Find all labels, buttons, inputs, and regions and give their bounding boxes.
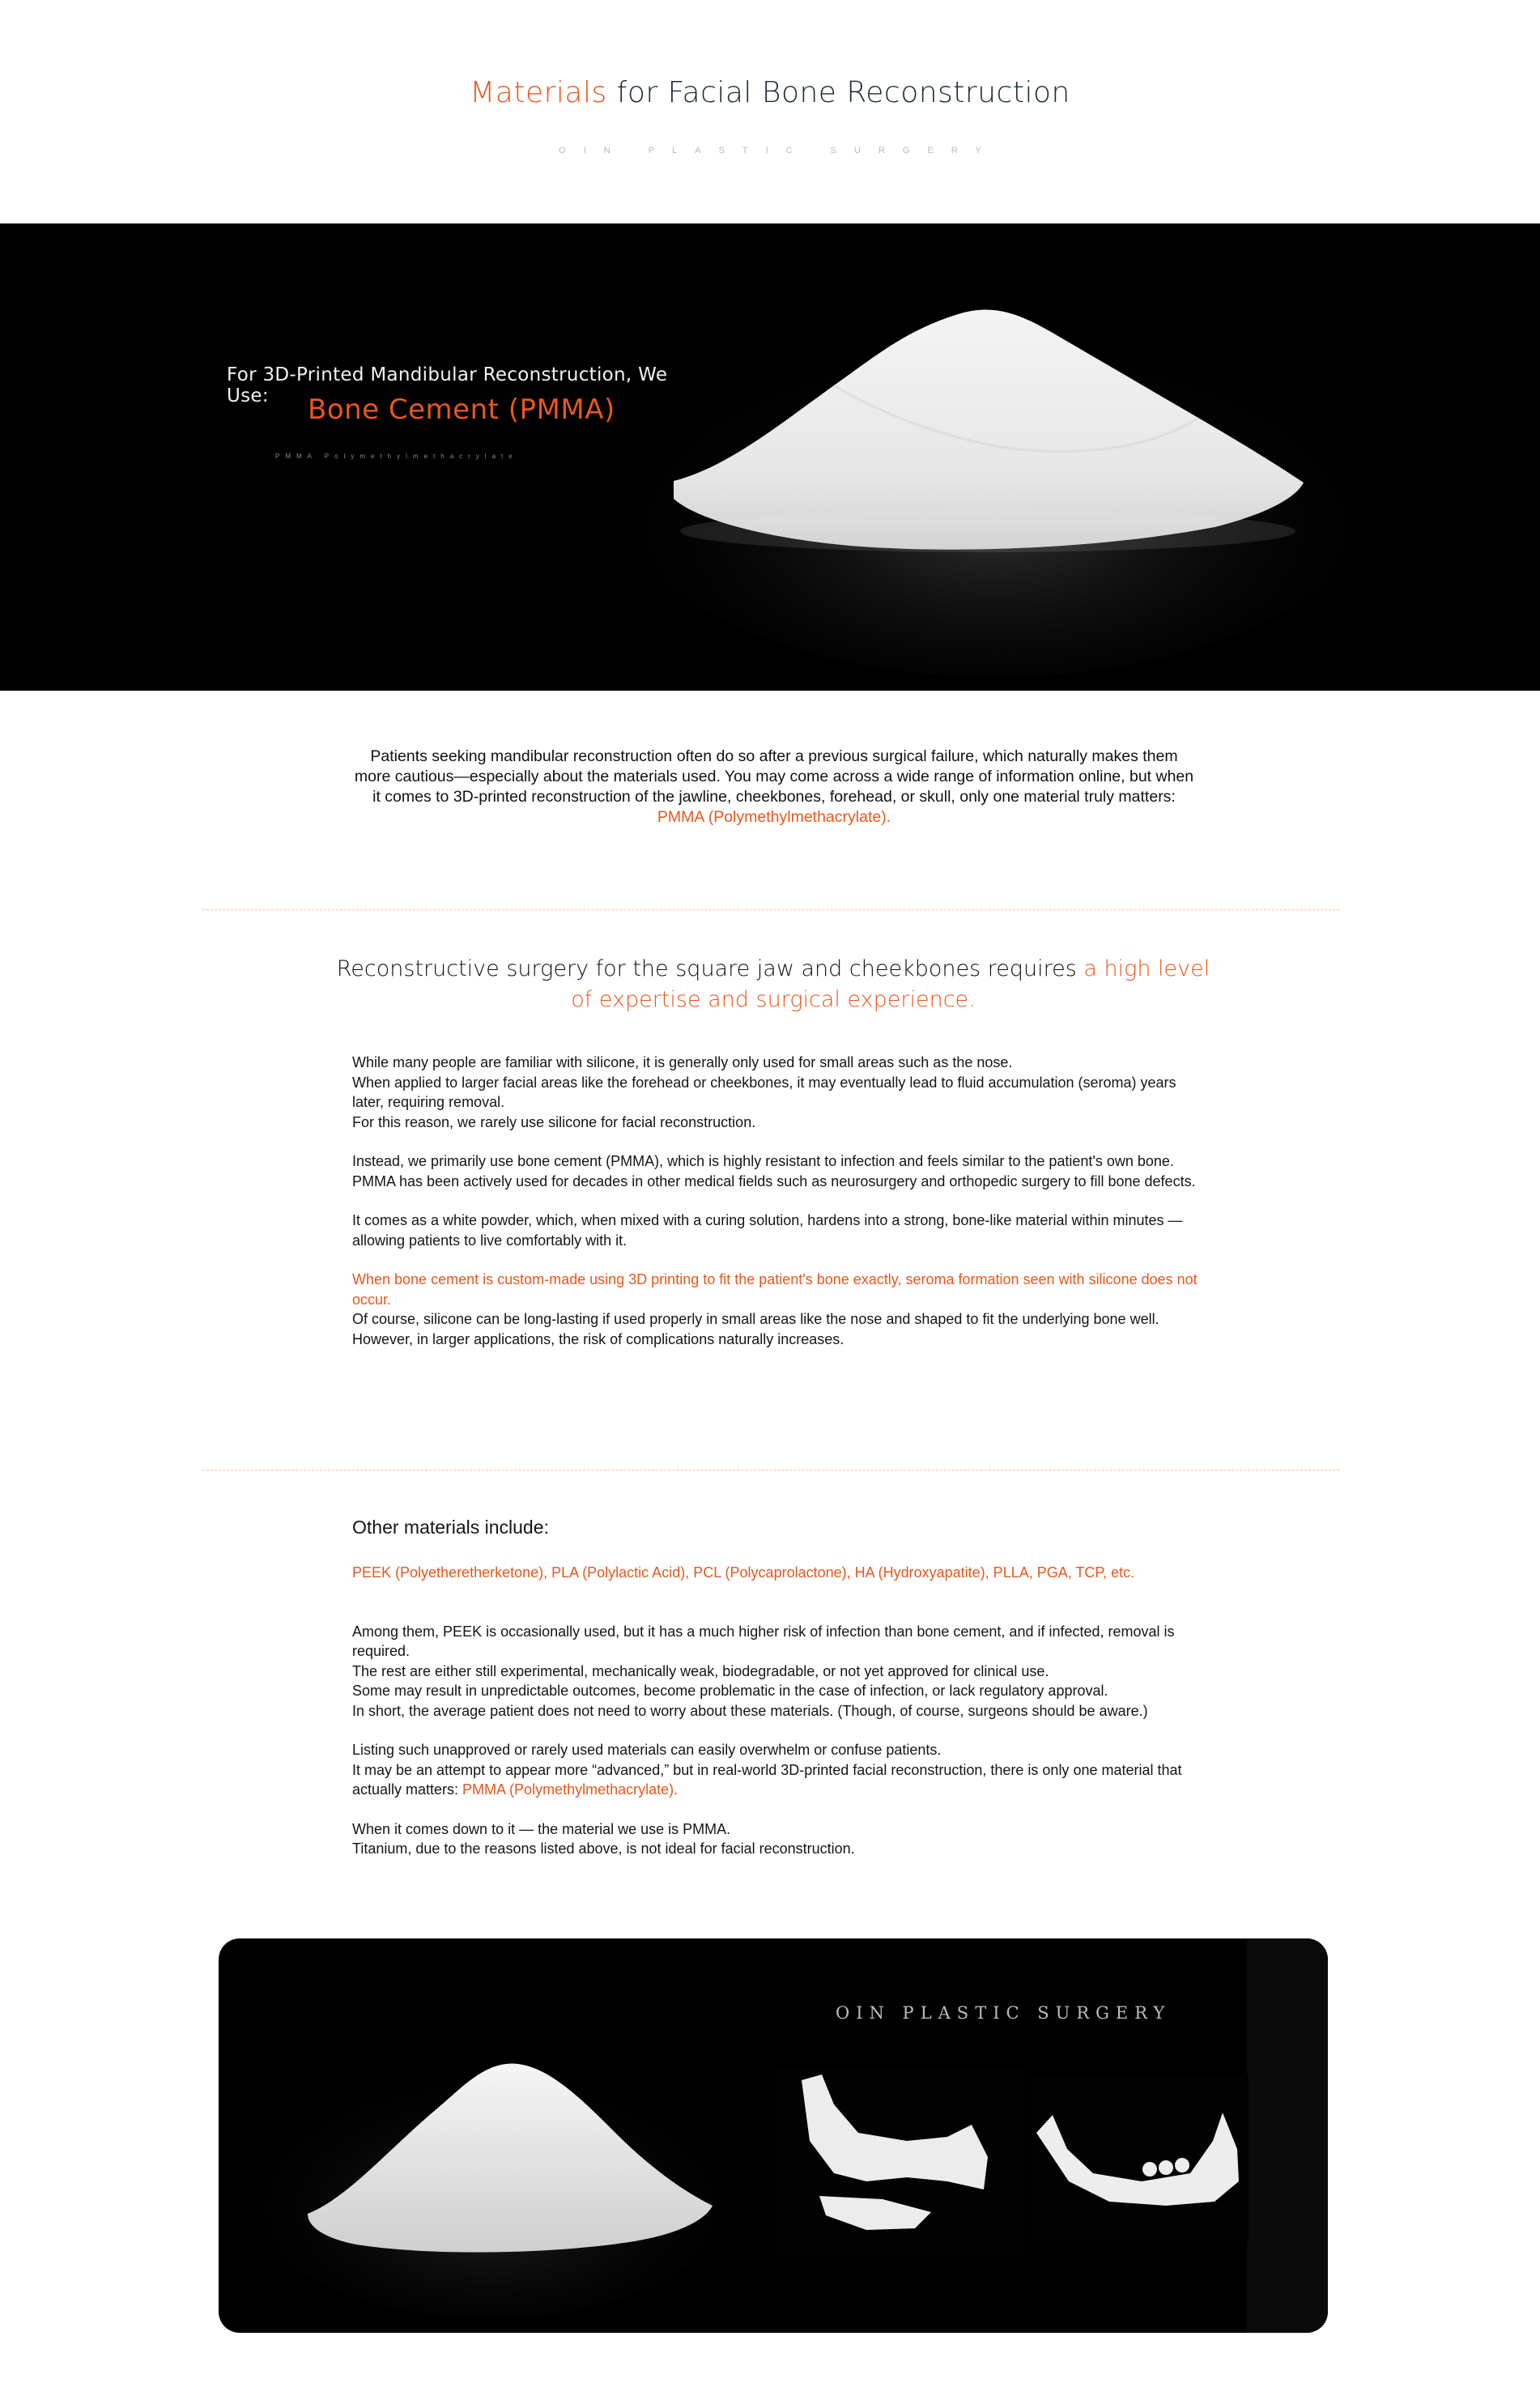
materials-image-card xyxy=(219,1938,1328,2333)
page-subtitle: OIN PLASTIC SURGERY xyxy=(559,146,999,155)
paragraph-line: Among them, PEEK is occasionally used, but it has a much higher risk of infection than bone cement, and if infected, removal is required. xyxy=(352,1623,1175,1659)
section-heading-other-materials: Other materials include: xyxy=(352,1517,549,1538)
paragraph-line: The rest are either still experimental, mechanically weak, biodegradable, or not yet approved for clinical use. xyxy=(352,1662,1049,1679)
hero-title: Bone Cement (PMMA) xyxy=(308,394,615,426)
paragraph-line: Some may result in unpredictable outcomes, become problematic in the case of infection, or lack regulatory approval. xyxy=(352,1683,1108,1699)
hero-banner xyxy=(0,223,1540,691)
paragraph-line: In short, the average patient does not need to worry about these materials. (Though, of course, surgeons should be aware.) xyxy=(352,1702,1148,1719)
section-body-other-materials xyxy=(352,1563,1206,1859)
paragraph-line: For this reason, we rarely use silicone for facial reconstruction. xyxy=(352,1113,756,1130)
pmma-and-mandible-images xyxy=(219,1938,1328,2333)
paragraph-line: While many people are familiar with silicone, it is generally only used for small areas such as the nose. xyxy=(352,1054,1013,1070)
paragraph-line: Listing such unapproved or rarely used materials can easily overwhelm or confuse patients. xyxy=(352,1742,942,1758)
bone-cement-powder-image xyxy=(0,223,1540,691)
page-title xyxy=(0,76,1540,109)
intro-highlight: PMMA (Polymethylmethacrylate). xyxy=(657,808,891,826)
title-accent: Materials xyxy=(470,76,607,109)
heading-highlight: a high level of expertise and surgical experience. xyxy=(571,956,1210,1012)
highlight-line: When bone cement is custom-made using 3D printing to fit the patient's bone exactly, seroma formation seen with silicone does not occur. xyxy=(352,1271,1198,1308)
paragraph-line: Titanium, due to the reasons listed above, is not ideal for facial reconstruction. xyxy=(352,1840,855,1857)
intro-paragraph xyxy=(353,747,1195,828)
hero-kicker: For 3D-Printed Mandibular Reconstruction, We Use: xyxy=(227,364,668,406)
inline-highlight: PMMA (Polymethylmethacrylate). xyxy=(462,1781,679,1798)
divider-1 xyxy=(202,909,1339,910)
paragraph-line xyxy=(352,1760,1206,1800)
paragraph-text: It may be an attempt to appear more “advanced,” but in real-world 3D-printed facial reconstruction, there is only one material that actually matters: xyxy=(352,1761,1182,1798)
paragraph-line: However, in larger applications, the risk of complications naturally increases. xyxy=(352,1330,844,1347)
title-rest: for Facial Bone Reconstruction xyxy=(606,76,1070,109)
paragraph-line: Instead, we primarily use bone cement (PMMA), which is highly resistant to infection and feels similar to the patient's own bone. xyxy=(352,1153,1174,1169)
card-brand-text: OIN PLASTIC SURGERY xyxy=(836,2003,1172,2023)
section-heading-expertise xyxy=(324,954,1223,1015)
paragraph-line: When applied to larger facial areas like the forehead or cheekbones, it may eventually lead to fluid accumulation (seroma) years later, requiring removal. xyxy=(352,1074,1176,1110)
heading-text: Reconstructive surgery for the square jaw and cheekbones requires xyxy=(336,956,1084,981)
section-body-silicone xyxy=(352,1053,1206,1349)
paragraph-line: PMMA has been actively used for decades in other medical fields such as neurosurgery and orthopedic surgery to fill bone defects. xyxy=(352,1172,1196,1189)
materials-list: PEEK (Polyetheretherketone), PLA (Polylactic Acid), PCL (Polycaprolactone), HA (Hydroxyapatite), PLLA, PGA, TCP, etc. xyxy=(352,1564,1135,1581)
intro-text: Patients seeking mandibular reconstruction often do so after a previous surgical failure, which naturally makes them more cautious—especially about the materials used. You may come across a wide range of information online, but when it comes to 3D-printed reconstruction of the jawline, cheekbones, forehead, or skull, only one material truly matters: xyxy=(354,747,1194,806)
paragraph-line: Of course, silicone can be long-lasting if used properly in small areas like the nose and shaped to fit the underlying bone well. xyxy=(352,1311,1159,1327)
paragraph-line: When it comes down to it — the material we use is PMMA. xyxy=(352,1820,731,1837)
paragraph-line: It comes as a white powder, which, when mixed with a curing solution, hardens into a strong, bone-like material within minutes — allowing patients to live comfortably with it. xyxy=(352,1212,1183,1249)
hero-caption: PMMA Polymethylmethacrylate xyxy=(275,453,518,460)
